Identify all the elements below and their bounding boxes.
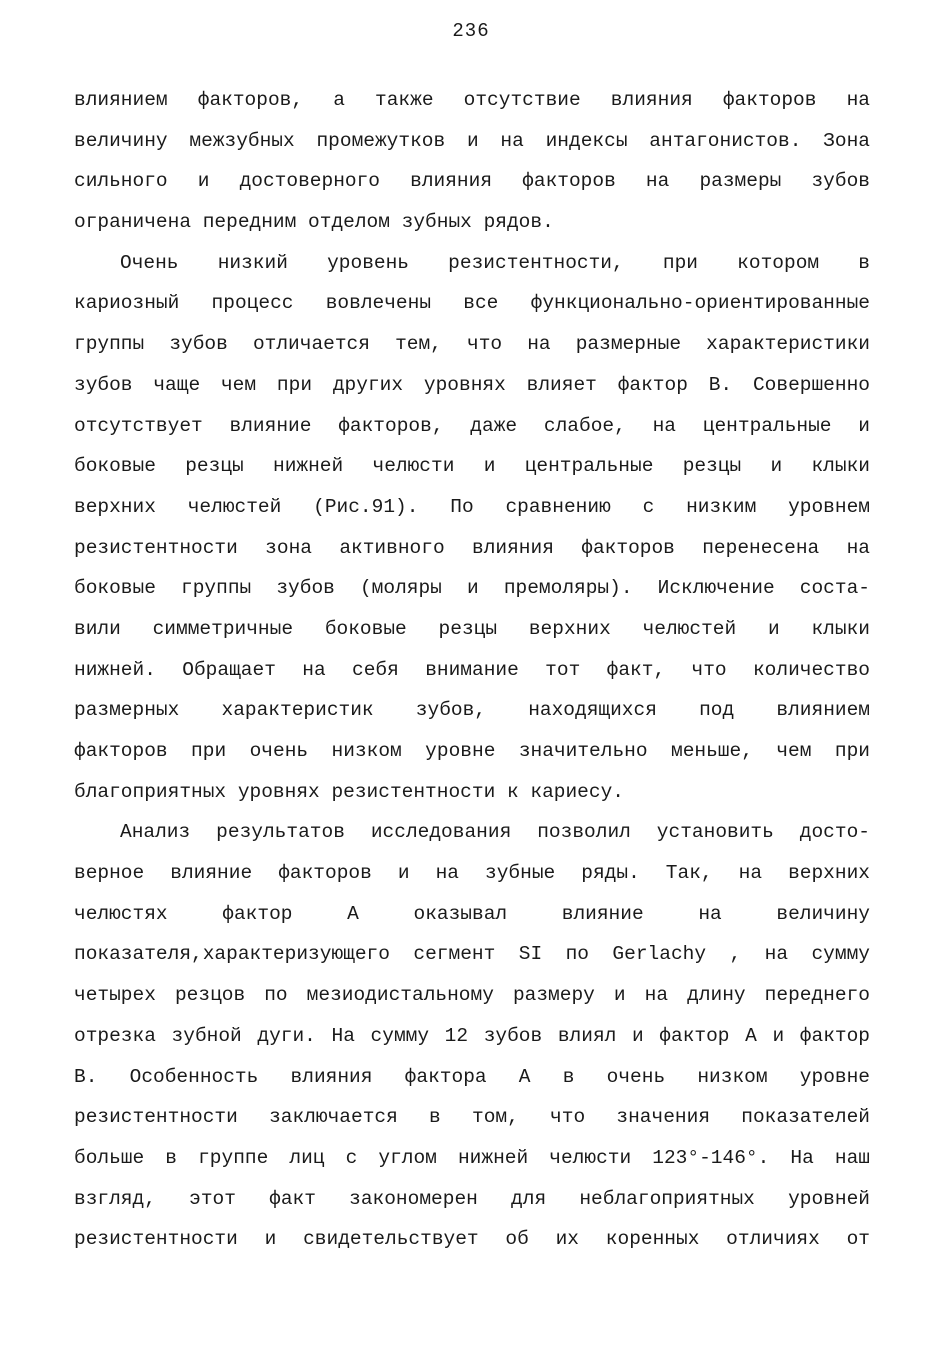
text-line: Очень низкий уровень резистентности, при котором в <box>120 251 870 274</box>
text-line: боковые резцы нижней челюсти и центральные резцы и клыки <box>74 455 870 478</box>
text-line: четырех резцов по мезиодистальному размеру и на длину переднего <box>74 984 870 1007</box>
text-line: верное влияние факторов и на зубные ряды. Так, на верхних <box>74 862 870 885</box>
text-line: сильного и достоверного влияния факторов на размеры зубов <box>74 170 870 193</box>
text-line: величину межзубных промежутков и на индексы антагонистов. Зона <box>74 129 870 152</box>
text-line: больше в группе лиц с углом нижней челюсти 123°-146°. На наш <box>74 1146 870 1169</box>
text-line: резистентности заключается в том, что значения показателей <box>74 1106 870 1129</box>
text-line: благоприятных уровнях резистентности к кариесу. <box>74 780 624 803</box>
text-line: верхних челюстей (Рис.91). По сравнению с низким уровнем <box>74 495 870 518</box>
text-line: ограничена передним отделом зубных рядов. <box>74 211 554 234</box>
page-number: 236 <box>452 20 490 42</box>
body-text <box>74 86 870 1266</box>
text-line: зубов чаще чем при других уровнях влияет фактор В. Совершенно <box>74 373 870 396</box>
text-line: Анализ результатов исследования позволил установить досто- <box>120 821 870 844</box>
text-line: отрезка зубной дуги. На сумму 12 зубов влиял и фактор А и фактор <box>74 1024 870 1047</box>
text-line: В. Особенность влияния фактора А в очень низком уровне <box>74 1065 870 1088</box>
text-line: резистентности зона активного влияния факторов перенесена на <box>74 536 870 559</box>
text-line: взгляд, этот факт закономерен для неблагоприятных уровней <box>74 1187 870 1210</box>
text-line: нижней. Обращает на себя внимание тот факт, что количество <box>74 658 870 681</box>
text-line: челюстях фактор А оказывал влияние на величину <box>74 902 870 925</box>
text-line: резистентности и свидетельствует об их коренных отличиях от <box>74 1228 870 1251</box>
text-line: показателя,характеризующего сегмент SI по Gerlachy , на сумму <box>74 943 870 966</box>
text-line: боковые группы зубов (моляры и премоляры). Исключение соста- <box>74 577 870 600</box>
text-line: отсутствует влияние факторов, даже слабое, на центральные и <box>74 414 870 437</box>
text-line: факторов при очень низком уровне значительно меньше, чем при <box>74 740 870 762</box>
text-line: вили симметричные боковые резцы верхних челюстей и клыки <box>74 617 870 640</box>
text-line: группы зубов отличается тем, что на размерные характеристики <box>74 333 870 356</box>
text-line: размерных характеристик зубов, находящихся под влиянием <box>74 699 870 722</box>
text-line: кариозный процесс вовлечены все функционально-ориентированные <box>74 292 870 315</box>
text-line: влиянием факторов, а также отсутствие влияния факторов на <box>74 89 870 111</box>
